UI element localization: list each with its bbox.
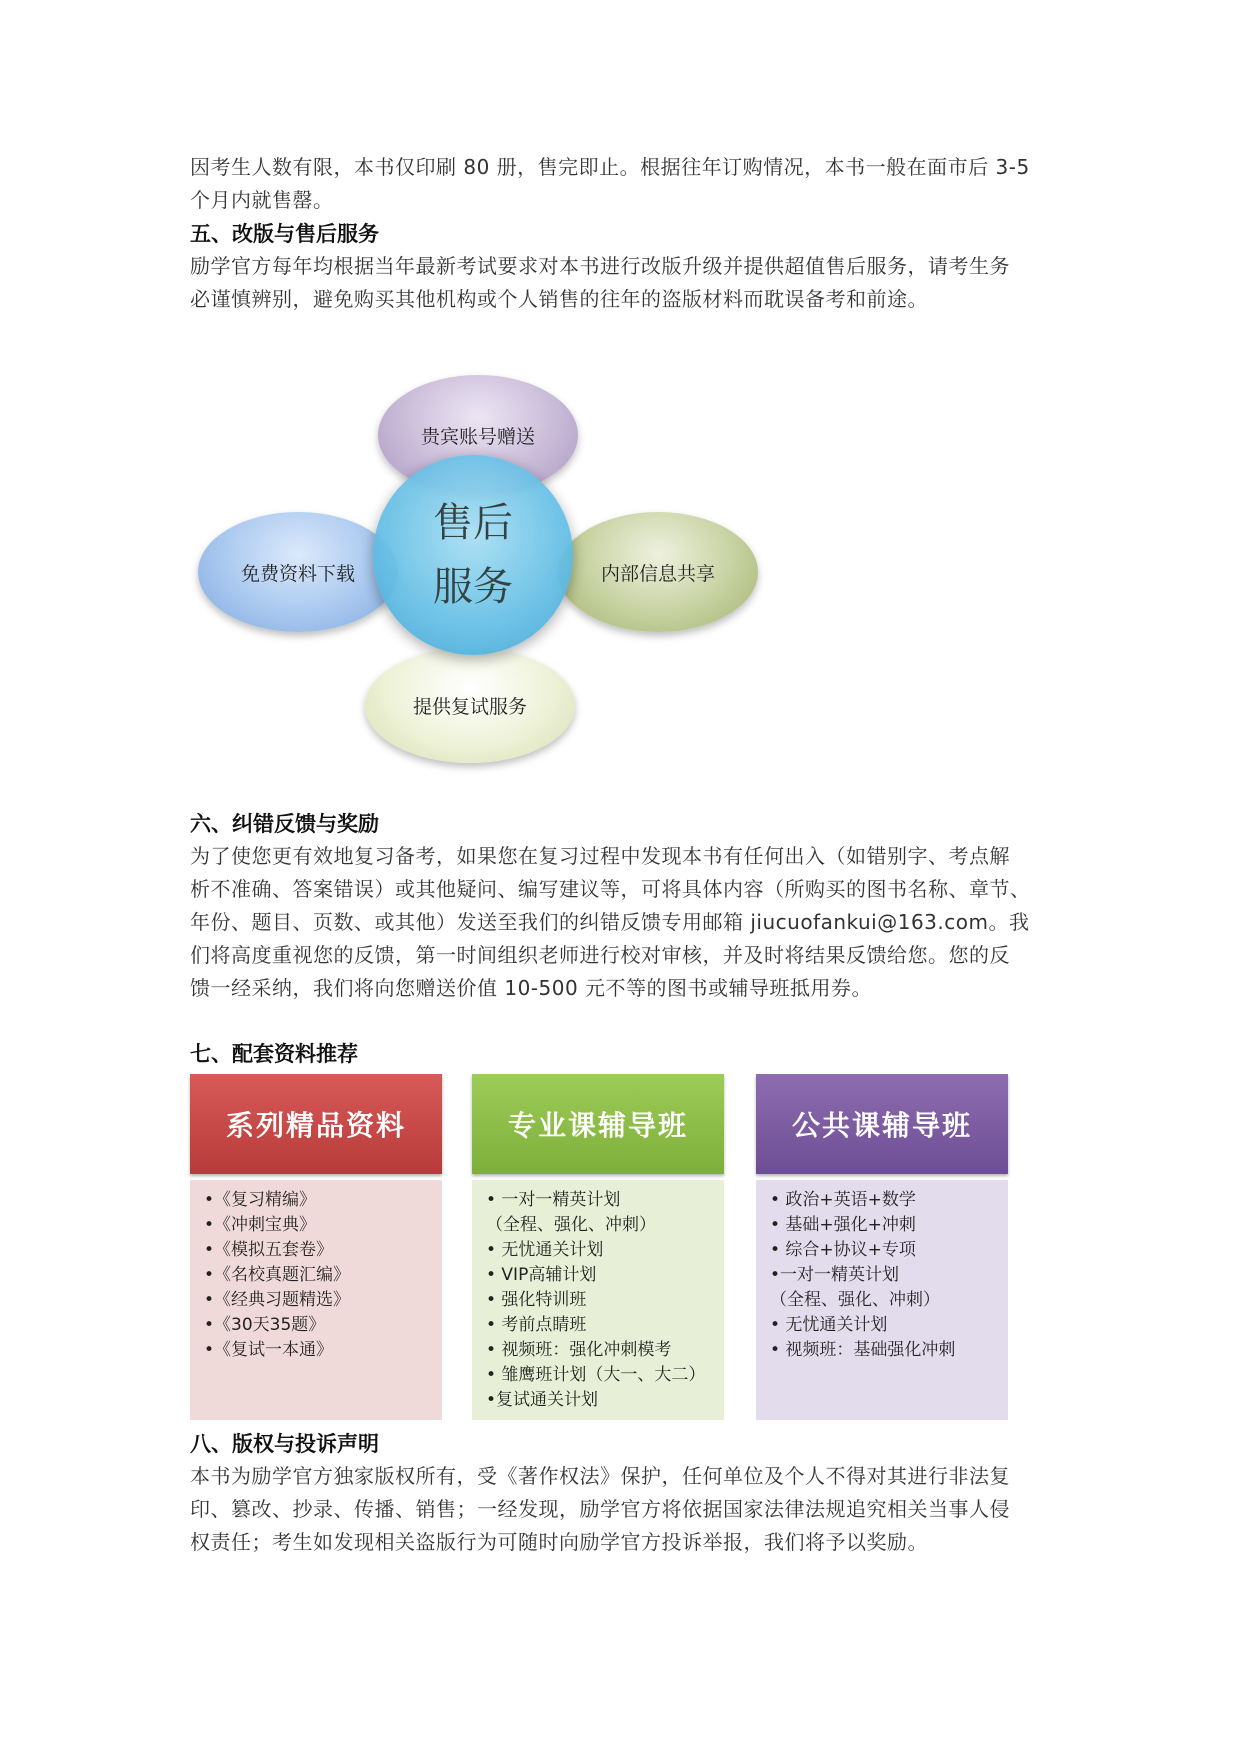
list-item: •《经典习题精选》 — [204, 1290, 351, 1310]
list-item: （全程、强化、冲刺） — [770, 1290, 940, 1310]
after-sales-diagram — [190, 360, 770, 770]
section6-paragraph — [190, 840, 1058, 1005]
list-item: •《30天35题》 — [204, 1315, 326, 1335]
center-circle — [373, 455, 573, 655]
major-course-box — [472, 1074, 724, 1420]
list-item: •《模拟五套卷》 — [204, 1240, 334, 1260]
list-item: •《冲刺宝典》 — [204, 1215, 317, 1235]
section8-paragraph — [190, 1460, 1058, 1559]
materials-box — [190, 1074, 442, 1420]
text-line: 年份、题目、页数、或其他）发送至我们的纠错反馈专用邮箱 jiucuofankui@163.com。我 — [190, 910, 1030, 934]
text-line: 权责任；考生如发现相关盗版行为可随时向励学官方投诉举报，我们将予以奖励。 — [190, 1530, 928, 1554]
free-download-bubble: 免费资料下载 — [198, 512, 398, 632]
text-line: 印、篡改、抄录、传播、销售；一经发现，励学官方将依据国家法律法规追究相关当事人侵 — [190, 1497, 1010, 1521]
text-line: 励学官方每年均根据当年最新考试要求对本书进行改版升级并提供超值售后服务，请考生务 — [190, 254, 1010, 278]
text-line: 个月内就售罄。 — [190, 188, 334, 212]
list-item: • 无忧通关计划 — [486, 1240, 604, 1260]
major-course-list — [472, 1180, 724, 1420]
list-item: • 政治+英语+数学 — [770, 1190, 916, 1210]
list-item: • 一对一精英计划 — [486, 1190, 621, 1210]
section7-heading: 七、配套资料推荐 — [190, 1042, 358, 1066]
list-item: • 视频班：基础强化冲刺 — [770, 1340, 956, 1360]
materials-list — [190, 1180, 442, 1420]
list-item: •《复试一本通》 — [204, 1340, 334, 1360]
list-item: •一对一精英计划 — [770, 1265, 900, 1285]
list-item: • 雏鹰班计划（大一、大二） — [486, 1365, 706, 1385]
public-course-box-title: 公共课辅导班 — [756, 1074, 1008, 1174]
section5-heading: 五、改版与售后服务 — [190, 222, 379, 246]
list-item: •《名校真题汇编》 — [204, 1265, 351, 1285]
text-line: 们将高度重视您的反馈，第一时间组织老师进行校对审核，并及时将结果反馈给您。您的反 — [190, 943, 1010, 967]
center-line: 服务 — [433, 564, 513, 610]
materials-box-title: 系列精品资料 — [190, 1074, 442, 1174]
list-item: • 基础+强化+冲刺 — [770, 1215, 916, 1235]
internal-info-bubble: 内部信息共享 — [558, 512, 758, 632]
section5-paragraph — [190, 250, 1058, 316]
center-line: 售后 — [433, 500, 513, 546]
text-line: 为了使您更有效地复习备考，如果您在复习过程中发现本书有任何出入（如错别字、考点解 — [190, 844, 1010, 868]
text-line: 馈一经采纳，我们将向您赠送价值 10-500 元不等的图书或辅导班抵用券。 — [190, 976, 873, 1000]
text-line: 必谨慎辨别，避免购买其他机构或个人销售的往年的盗版材料而耽误备考和前途。 — [190, 287, 928, 311]
text-line: 析不准确、答案错误）或其他疑问、编写建议等，可将具体内容（所购买的图书名称、章节、 — [190, 877, 1031, 901]
list-item: （全程、强化、冲刺） — [486, 1215, 656, 1235]
public-course-box — [756, 1074, 1008, 1420]
vip-account-bubble: 贵宾账号赠送 — [378, 375, 578, 495]
text-line: 本书为励学官方独家版权所有，受《著作权法》保护，任何单位及个人不得对其进行非法复 — [190, 1464, 1010, 1488]
major-course-box-title: 专业课辅导班 — [472, 1074, 724, 1174]
text-line: 因考生人数有限，本书仅印刷 80 册，售完即止。根据往年订购情况，本书一般在面市后 3-5 — [190, 155, 1030, 179]
public-course-list — [756, 1180, 1008, 1420]
list-item: • 视频班：强化冲刺模考 — [486, 1340, 672, 1360]
list-item: • 无忧通关计划 — [770, 1315, 888, 1335]
list-item: • VIP高辅计划 — [486, 1265, 597, 1285]
list-item: • 考前点睛班 — [486, 1315, 587, 1335]
list-item: •《复习精编》 — [204, 1190, 317, 1210]
retest-service-bubble: 提供复试服务 — [365, 648, 575, 763]
list-item: • 强化特训班 — [486, 1290, 587, 1310]
list-item: •复试通关计划 — [486, 1390, 599, 1410]
section8-heading: 八、版权与投诉声明 — [190, 1432, 379, 1456]
list-item: • 综合+协议+专项 — [770, 1240, 916, 1260]
section6-heading: 六、纠错反馈与奖励 — [190, 812, 379, 836]
intro-paragraph — [190, 151, 1058, 217]
